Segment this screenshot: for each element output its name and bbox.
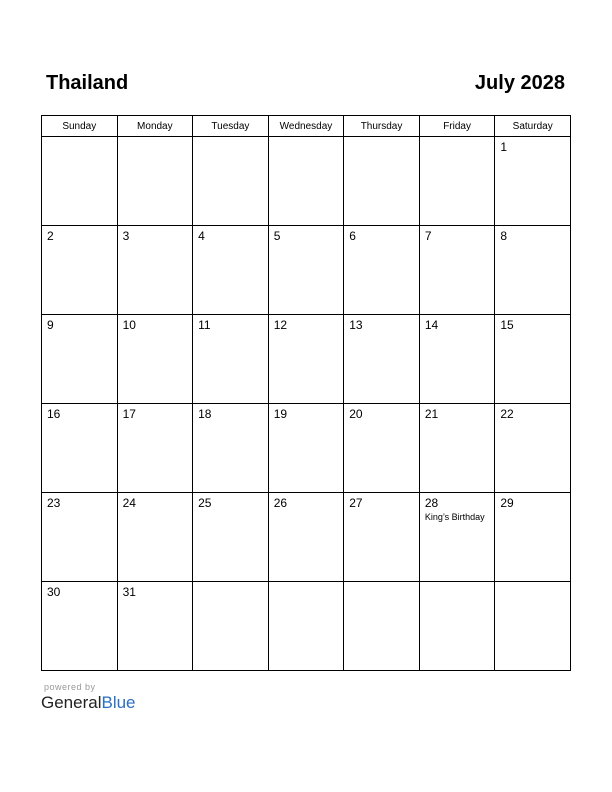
day-number: 3 [122, 229, 130, 243]
day-number: 31 [122, 585, 136, 599]
day-cell [344, 137, 420, 226]
day-cell [344, 582, 420, 671]
day-cell [117, 493, 193, 582]
day-cell [344, 493, 420, 582]
day-number: 27 [349, 496, 363, 510]
day-number: 18 [198, 407, 212, 421]
day-cell [268, 582, 344, 671]
day-cell [42, 226, 118, 315]
holiday-label: King’s Birthday [424, 512, 485, 522]
weekday-header: Monday [117, 116, 193, 137]
day-cell [419, 493, 495, 582]
day-number: 25 [198, 496, 212, 510]
day-cell [42, 315, 118, 404]
day-cell [268, 226, 344, 315]
week-row [42, 493, 571, 582]
day-cell [419, 137, 495, 226]
day-number: 28 [424, 496, 439, 510]
day-cell [117, 226, 193, 315]
day-number: 17 [122, 407, 136, 421]
day-number: 11 [198, 318, 211, 332]
day-cell [419, 226, 495, 315]
powered-by-label: powered by [44, 682, 96, 692]
weekday-header: Tuesday [193, 116, 269, 137]
day-number: 14 [424, 318, 439, 332]
day-number: 7 [424, 229, 432, 243]
day-number: 22 [500, 407, 514, 421]
day-cell [42, 582, 118, 671]
day-cell [495, 137, 571, 226]
week-row [42, 137, 571, 226]
day-cell [193, 493, 269, 582]
week-row [42, 315, 571, 404]
day-cell [495, 582, 571, 671]
weekday-header-row [42, 116, 571, 137]
day-number: 13 [349, 318, 363, 332]
country-title: Thailand [46, 72, 129, 94]
weekday-header: Sunday [42, 116, 118, 137]
day-number: 23 [47, 496, 61, 510]
day-number: 2 [47, 229, 54, 243]
day-cell [193, 226, 269, 315]
day-number: 1 [500, 140, 508, 154]
brand-blue-text: Blue [101, 693, 136, 712]
day-number: 6 [349, 229, 356, 243]
week-row [42, 582, 571, 671]
day-number: 12 [273, 318, 288, 332]
week-row [42, 226, 571, 315]
day-number: 26 [273, 496, 288, 510]
day-cell [42, 137, 118, 226]
day-cell [344, 404, 420, 493]
day-number: 20 [349, 407, 363, 421]
day-number: 29 [500, 496, 514, 510]
day-cell [495, 404, 571, 493]
day-cell [268, 315, 344, 404]
day-number: 9 [47, 318, 54, 332]
day-cell [117, 137, 193, 226]
day-number: 19 [273, 407, 288, 421]
day-cell [419, 404, 495, 493]
day-cell [495, 226, 571, 315]
day-number: 16 [47, 407, 61, 421]
day-number: 4 [198, 229, 205, 243]
day-number: 8 [500, 229, 508, 243]
day-cell [193, 315, 269, 404]
day-number: 5 [273, 229, 281, 243]
day-number: 10 [122, 318, 136, 332]
day-cell [268, 404, 344, 493]
day-cell [117, 315, 193, 404]
day-cell [419, 315, 495, 404]
day-cell [193, 582, 269, 671]
weekday-header: Thursday [344, 116, 420, 137]
day-cell [495, 493, 571, 582]
day-cell [42, 493, 118, 582]
generalblue-logo[interactable] [41, 693, 136, 713]
day-cell [117, 582, 193, 671]
weekday-header: Wednesday [268, 116, 344, 137]
week-row [42, 404, 571, 493]
day-cell [495, 315, 571, 404]
day-number: 30 [47, 585, 61, 599]
brand-general-text: General [41, 693, 102, 712]
day-cell [42, 404, 118, 493]
day-cell [268, 493, 344, 582]
day-number: 21 [424, 407, 439, 421]
weekday-header: Saturday [495, 116, 571, 137]
calendar-grid [41, 115, 571, 671]
day-cell [344, 315, 420, 404]
day-cell [117, 404, 193, 493]
month-title: July 2028 [474, 72, 565, 94]
day-cell [344, 226, 420, 315]
day-cell [268, 137, 344, 226]
day-cell [193, 404, 269, 493]
weekday-header: Friday [419, 116, 495, 137]
day-number: 15 [500, 318, 514, 332]
day-number: 24 [122, 496, 136, 510]
day-cell [419, 582, 495, 671]
day-cell [193, 137, 269, 226]
